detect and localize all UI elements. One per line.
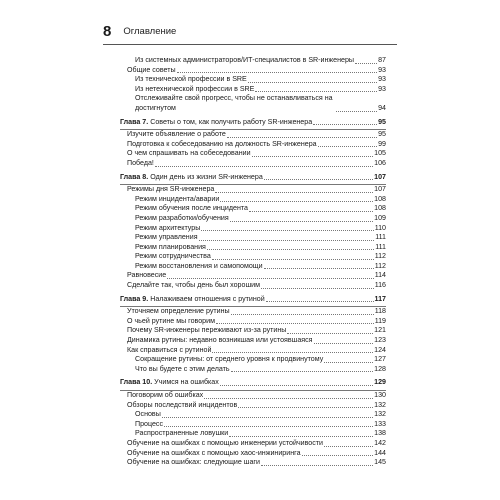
- toc-page-number: 99: [378, 139, 386, 148]
- toc-entry-label: Из технической профессии в SRE: [135, 75, 247, 84]
- toc-page-number: 144: [374, 448, 386, 457]
- toc-page-number: 94: [378, 103, 386, 112]
- toc-entry[interactable]: [120, 66, 386, 76]
- leader-dots: [167, 278, 374, 279]
- leader-dots: [314, 343, 374, 344]
- toc-entry[interactable]: [120, 130, 386, 140]
- leader-dots: [287, 333, 373, 334]
- chapter-number: Глава 10.: [120, 378, 153, 387]
- toc-page-number: 109: [374, 213, 386, 222]
- leader-dots: [231, 371, 374, 372]
- toc-entry[interactable]: [120, 75, 386, 85]
- toc-entry[interactable]: [120, 439, 386, 449]
- leader-dots: [261, 465, 373, 466]
- toc-entry-label: Режим обучения после инцидента: [135, 204, 248, 213]
- leader-dots: [230, 221, 373, 222]
- leader-dots: [264, 268, 374, 269]
- toc-entry[interactable]: [120, 195, 386, 205]
- toc-page-number: 128: [374, 364, 386, 373]
- toc-entry[interactable]: [120, 355, 386, 365]
- toc-entry[interactable]: [120, 149, 386, 159]
- toc-entry-label: Общие советы: [127, 65, 176, 74]
- toc-page-number: 95: [378, 117, 386, 126]
- leader-dots: [155, 166, 373, 167]
- leader-dots: [266, 301, 374, 302]
- leader-dots: [227, 137, 377, 138]
- toc-entry[interactable]: [120, 365, 386, 375]
- leader-dots: [255, 91, 377, 92]
- toc-entry-label: Динамика рутины: недавно возникшая или устоявшаяся: [127, 336, 313, 345]
- toc-entry-label: Из системных администраторов/ИТ-специалистов в SR-инженеры: [135, 56, 355, 64]
- toc-entry-label: Обучение на ошибках с помощью инженерии устойчивости: [127, 438, 323, 447]
- toc-page-number: 106: [374, 158, 386, 167]
- leader-dots: [229, 436, 373, 437]
- leader-dots: [220, 385, 373, 386]
- toc-entry-label: Уточняем определение рутины: [127, 307, 230, 316]
- toc-entry[interactable]: [120, 317, 386, 327]
- toc-entry-label: Подготовка к собеседованию на должность SR-инженера: [127, 139, 317, 148]
- toc-entry-label: Режим планирования: [135, 242, 206, 251]
- toc-entry[interactable]: [120, 281, 386, 291]
- toc-page-number: 93: [378, 84, 386, 93]
- toc-entry-label: Режим разработки/обучения: [135, 213, 229, 222]
- leader-dots: [318, 146, 377, 147]
- leader-dots: [252, 156, 374, 157]
- toc-entry-label: Обучение на ошибках с помощью хаос-инжиниринга: [127, 448, 301, 457]
- chapter-title: Один день из жизни SR-инженера: [150, 172, 263, 181]
- toc-entry-label: Сделайте так, чтобы день был хорошим: [127, 281, 260, 290]
- toc-entry[interactable]: [120, 458, 386, 468]
- toc-page-number: 129: [374, 378, 386, 387]
- toc-entry-label: Режимы дня SR-инженера: [127, 185, 215, 194]
- toc-page-number: 124: [374, 345, 386, 354]
- toc-chapter-label: [120, 378, 219, 388]
- chapter-number: Глава 9.: [120, 294, 149, 303]
- toc-page-number: 123: [374, 336, 386, 345]
- toc-page-number: 119: [374, 316, 386, 325]
- leader-dots: [204, 398, 373, 399]
- toc-page-number: 112: [374, 252, 386, 261]
- toc-page-number: 127: [374, 355, 386, 364]
- toc-entry-label: Изучите объявление о работе: [127, 130, 226, 139]
- leader-dots: [207, 249, 374, 250]
- toc-chapter[interactable]: [120, 378, 386, 388]
- leader-dots: [313, 124, 377, 125]
- toc-entry-label: Обзоры последствий инцидентов: [127, 400, 238, 409]
- toc-entry[interactable]: [120, 271, 386, 281]
- toc-entry[interactable]: [120, 262, 386, 272]
- leader-dots: [201, 230, 373, 231]
- toc-entry[interactable]: [120, 401, 386, 411]
- toc-entry-label: Равновесие: [127, 271, 167, 280]
- toc-chapter[interactable]: [120, 295, 386, 305]
- toc-entry[interactable]: [120, 233, 386, 243]
- toc-entry-label: Основы: [135, 410, 161, 419]
- toc-entry[interactable]: [120, 336, 386, 346]
- toc-page-number: 111: [375, 233, 386, 242]
- leader-dots: [231, 314, 374, 315]
- toc-entry-label: Сокращение рутины: от среднего уровня к продвинутому: [135, 355, 324, 364]
- toc-page-number: 87: [378, 56, 386, 64]
- leader-dots: [355, 63, 377, 64]
- leader-dots: [249, 211, 373, 212]
- toc-entry-label: Отслеживайте свой прогресс, чтобы не останавливаться на достигнутом: [135, 94, 333, 112]
- toc-page-number: 130: [374, 391, 386, 399]
- leader-dots: [336, 111, 377, 112]
- toc-page-number: 117: [374, 294, 386, 303]
- leader-dots: [324, 362, 373, 363]
- chapter-number: Глава 8.: [120, 172, 149, 181]
- toc-entry-label: Победа!: [127, 158, 154, 167]
- header-rule: [103, 44, 397, 45]
- toc-page-number: 121: [374, 326, 386, 335]
- toc-entry-label: Что вы будете с этим делать: [135, 364, 230, 373]
- toc-entry[interactable]: [120, 410, 386, 420]
- toc-page-number: 107: [374, 172, 386, 181]
- leader-dots: [212, 259, 374, 260]
- toc-entry-label: Поговорим об ошибках: [127, 391, 204, 399]
- toc-entry[interactable]: [120, 185, 386, 195]
- toc-page-number: 107: [374, 185, 386, 194]
- toc-entry[interactable]: [120, 243, 386, 253]
- toc-entry-label: Как справиться с рутиной: [127, 345, 212, 354]
- toc-page-number: 112: [374, 261, 386, 270]
- toc-entry-label: Из нетехнической профессии в SRE: [135, 84, 255, 93]
- toc-entry-label: О чем спрашивать на собеседовании: [127, 149, 251, 158]
- toc-page-number: 93: [378, 75, 386, 84]
- toc-entry[interactable]: [120, 326, 386, 336]
- toc-entry-label: Распространенные ловушки: [135, 429, 229, 438]
- toc-entry[interactable]: [120, 429, 386, 439]
- toc-entry-label: Режим инцидента/аварии: [135, 194, 220, 203]
- toc-page-number: 114: [374, 271, 386, 280]
- toc-page-number: 95: [378, 130, 386, 139]
- leader-dots: [162, 417, 373, 418]
- toc-chapter[interactable]: [120, 118, 386, 128]
- toc-page-number: 111: [375, 242, 386, 251]
- page-header: [103, 21, 403, 41]
- leader-dots: [216, 323, 374, 324]
- toc-entry[interactable]: [120, 224, 386, 234]
- toc-entry[interactable]: [120, 391, 386, 401]
- leader-dots: [199, 240, 375, 241]
- toc-page-number: 116: [374, 281, 386, 290]
- toc-entry-label: Режим сотрудничества: [135, 252, 211, 261]
- chapter-title: Налаживаем отношения с рутиной: [150, 294, 265, 303]
- leader-dots: [261, 288, 374, 289]
- toc-chapter-label: [120, 118, 312, 128]
- toc-chapter-label: [120, 173, 263, 183]
- toc-entry-label: Режим управления: [135, 233, 198, 242]
- page-number: 8: [103, 22, 112, 40]
- leader-dots: [264, 179, 373, 180]
- toc-entry[interactable]: [120, 159, 386, 169]
- table-of-contents: [120, 56, 386, 468]
- toc-entry[interactable]: [120, 140, 386, 150]
- toc-page-number: 132: [374, 400, 386, 409]
- toc-entry[interactable]: [120, 252, 386, 262]
- toc-entry[interactable]: [120, 214, 386, 224]
- leader-dots: [220, 201, 373, 202]
- toc-page-number: 142: [374, 438, 386, 447]
- leader-dots: [302, 455, 374, 456]
- leader-dots: [164, 426, 373, 427]
- toc-page-number: 110: [374, 223, 386, 232]
- toc-entry[interactable]: [120, 85, 386, 95]
- chapter-title: Советы о том, как получить работу SR-инженера: [150, 117, 313, 126]
- toc-page-number: 145: [374, 458, 386, 467]
- toc-page-number: 93: [378, 65, 386, 74]
- toc-entry[interactable]: [120, 56, 386, 66]
- toc-entry[interactable]: [120, 94, 386, 113]
- chapter-number: Глава 7.: [120, 117, 149, 126]
- toc-entry-label: Процесс: [135, 419, 164, 428]
- toc-page-number: 133: [374, 419, 386, 428]
- header-title: Оглавление: [123, 25, 177, 37]
- leader-dots: [248, 82, 377, 83]
- toc-chapter-label: [120, 295, 265, 305]
- toc-entry-label: Режим восстановления и самопомощи: [135, 261, 263, 270]
- leader-dots: [238, 407, 373, 408]
- toc-entry[interactable]: [120, 346, 386, 356]
- toc-chapter[interactable]: [120, 173, 386, 183]
- toc-entry-label: Почему SR-инженеры переживают из-за рутины: [127, 326, 287, 335]
- toc-page-number: 118: [374, 307, 386, 316]
- toc-page-number: 105: [374, 149, 386, 158]
- leader-dots: [177, 72, 377, 73]
- toc-entry[interactable]: [120, 420, 386, 430]
- toc-entry[interactable]: [120, 204, 386, 214]
- toc-entry[interactable]: [120, 449, 386, 459]
- toc-entry-label: О чьей рутине мы говорим: [127, 316, 215, 325]
- toc-page-number: 108: [374, 204, 386, 213]
- leader-dots: [212, 352, 373, 353]
- leader-dots: [215, 192, 373, 193]
- toc-page-number: 138: [374, 429, 386, 438]
- toc-entry[interactable]: [120, 307, 386, 317]
- toc-entry-label: Режим архитектуры: [135, 223, 201, 232]
- chapter-title: Учимся на ошибках: [154, 378, 219, 387]
- toc-entry-label: Обучение на ошибках: следующие шаги: [127, 458, 260, 467]
- toc-page-number: 108: [374, 194, 386, 203]
- toc-page-number: 132: [374, 410, 386, 419]
- leader-dots: [324, 446, 373, 447]
